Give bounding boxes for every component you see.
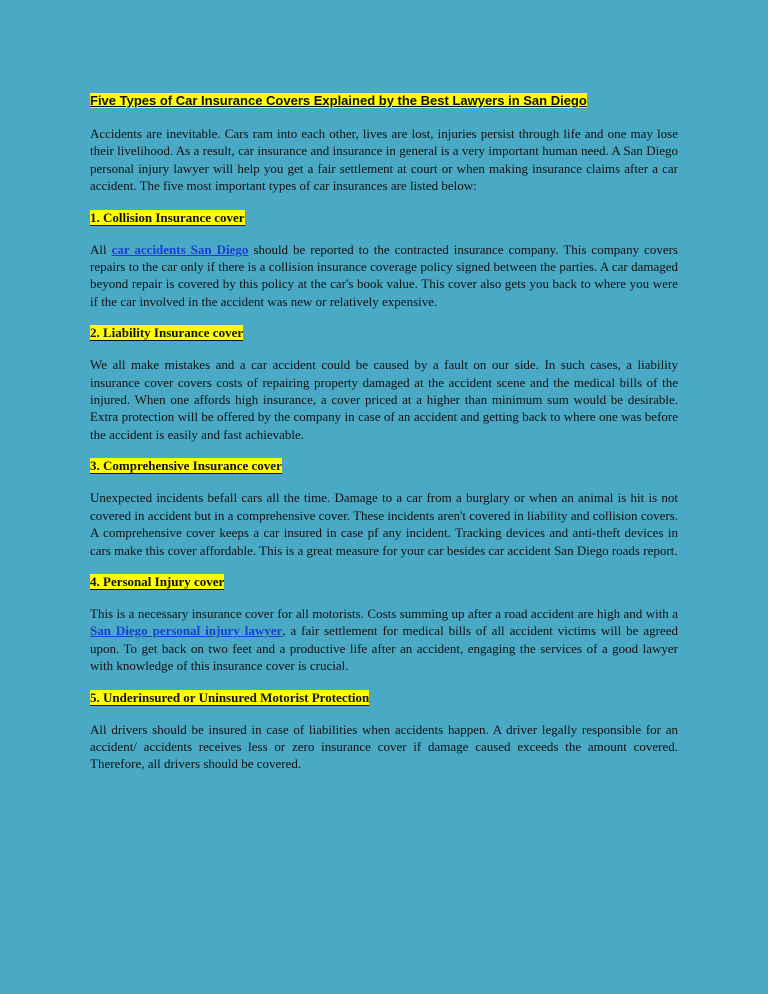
section-2-body: We all make mistakes and a car accident could be caused by a fault on our side. In such cases, a liability insurance cover covers costs of repairing property damaged at the accident scene and the medical bills of the injured. When one affords high insurance, a cover priced at a higher than minimum sum would be desirable. Extra protection will be offered by the company in case of an accident and getting back to where one was before the accident is easily and fast achievable. — [90, 357, 678, 442]
section-5-body: All drivers should be insured in case of liabilities when accidents happen. A driver legally responsible for an accident/ accidents receives less or zero insurance cover if damage caused exceeds the amount covered. Therefore, all drivers should be covered. — [90, 721, 678, 772]
section-5-heading: 5. Underinsured or Uninsured Motorist Protection — [90, 689, 370, 705]
section-4-body: This is a necessary insurance cover for all motorists. Costs summing up after a road accident are high and with a San Diego personal injury lawyer, a fair settlement for medical bills of all accident victims will be agreed upon. To get back on two feet and a productive life after an accident, engaging the services of a good lawyer with knowledge of this insurance cover is crucial. — [90, 605, 678, 674]
section-2-heading: 2. Liability Insurance cover — [90, 325, 244, 341]
document-title — [90, 91, 678, 111]
section-4-heading: 4. Personal Injury cover — [90, 573, 225, 589]
san-diego-personal-injury-lawyer-link[interactable]: San Diego personal injury lawyer — [90, 623, 283, 639]
section-3-heading: 3. Comprehensive Insurance cover — [90, 458, 282, 474]
car-accidents-san-diego-link[interactable]: car accidents San Diego — [111, 241, 249, 257]
document-title-text: Five Types of Car Insurance Covers Explained by the Best Lawyers in San Diego — [90, 93, 587, 108]
intro-paragraph: Accidents are inevitable. Cars ram into each other, lives are lost, injuries persist through life and one may lose their livelihood. As a result, car insurance and insurance in general is a very important human need. A San Diego personal injury lawyer will help you get a fair settlement at court or when making insurance claims after a car accident. The five most important types of car insurances are listed below: — [90, 126, 678, 194]
section-1-heading: 1. Collision Insurance cover — [90, 209, 245, 225]
document-page — [90, 91, 678, 787]
section-1-body: All car accidents San Diego should be reported to the contracted insurance company. This company covers repairs to the car only if there is a collision insurance coverage policy signed between the parties. A car damaged beyond repair is covered by this policy at the car's book value. This cover also gets you back to where you were if the car involved in the accident was new or relatively expensive. — [90, 241, 678, 309]
section-3-body: Unexpected incidents befall cars all the time. Damage to a car from a burglary or when an animal is hit is not covered in accident but in a comprehensive cover. These incidents aren't covered in liability and collision covers. A comprehensive cover keeps a car insured in case pf any incident. Tracking devices and anti-theft devices in cars make this cover affordable. This is a great measure for your car besides car accident San Diego roads report. — [90, 490, 678, 558]
